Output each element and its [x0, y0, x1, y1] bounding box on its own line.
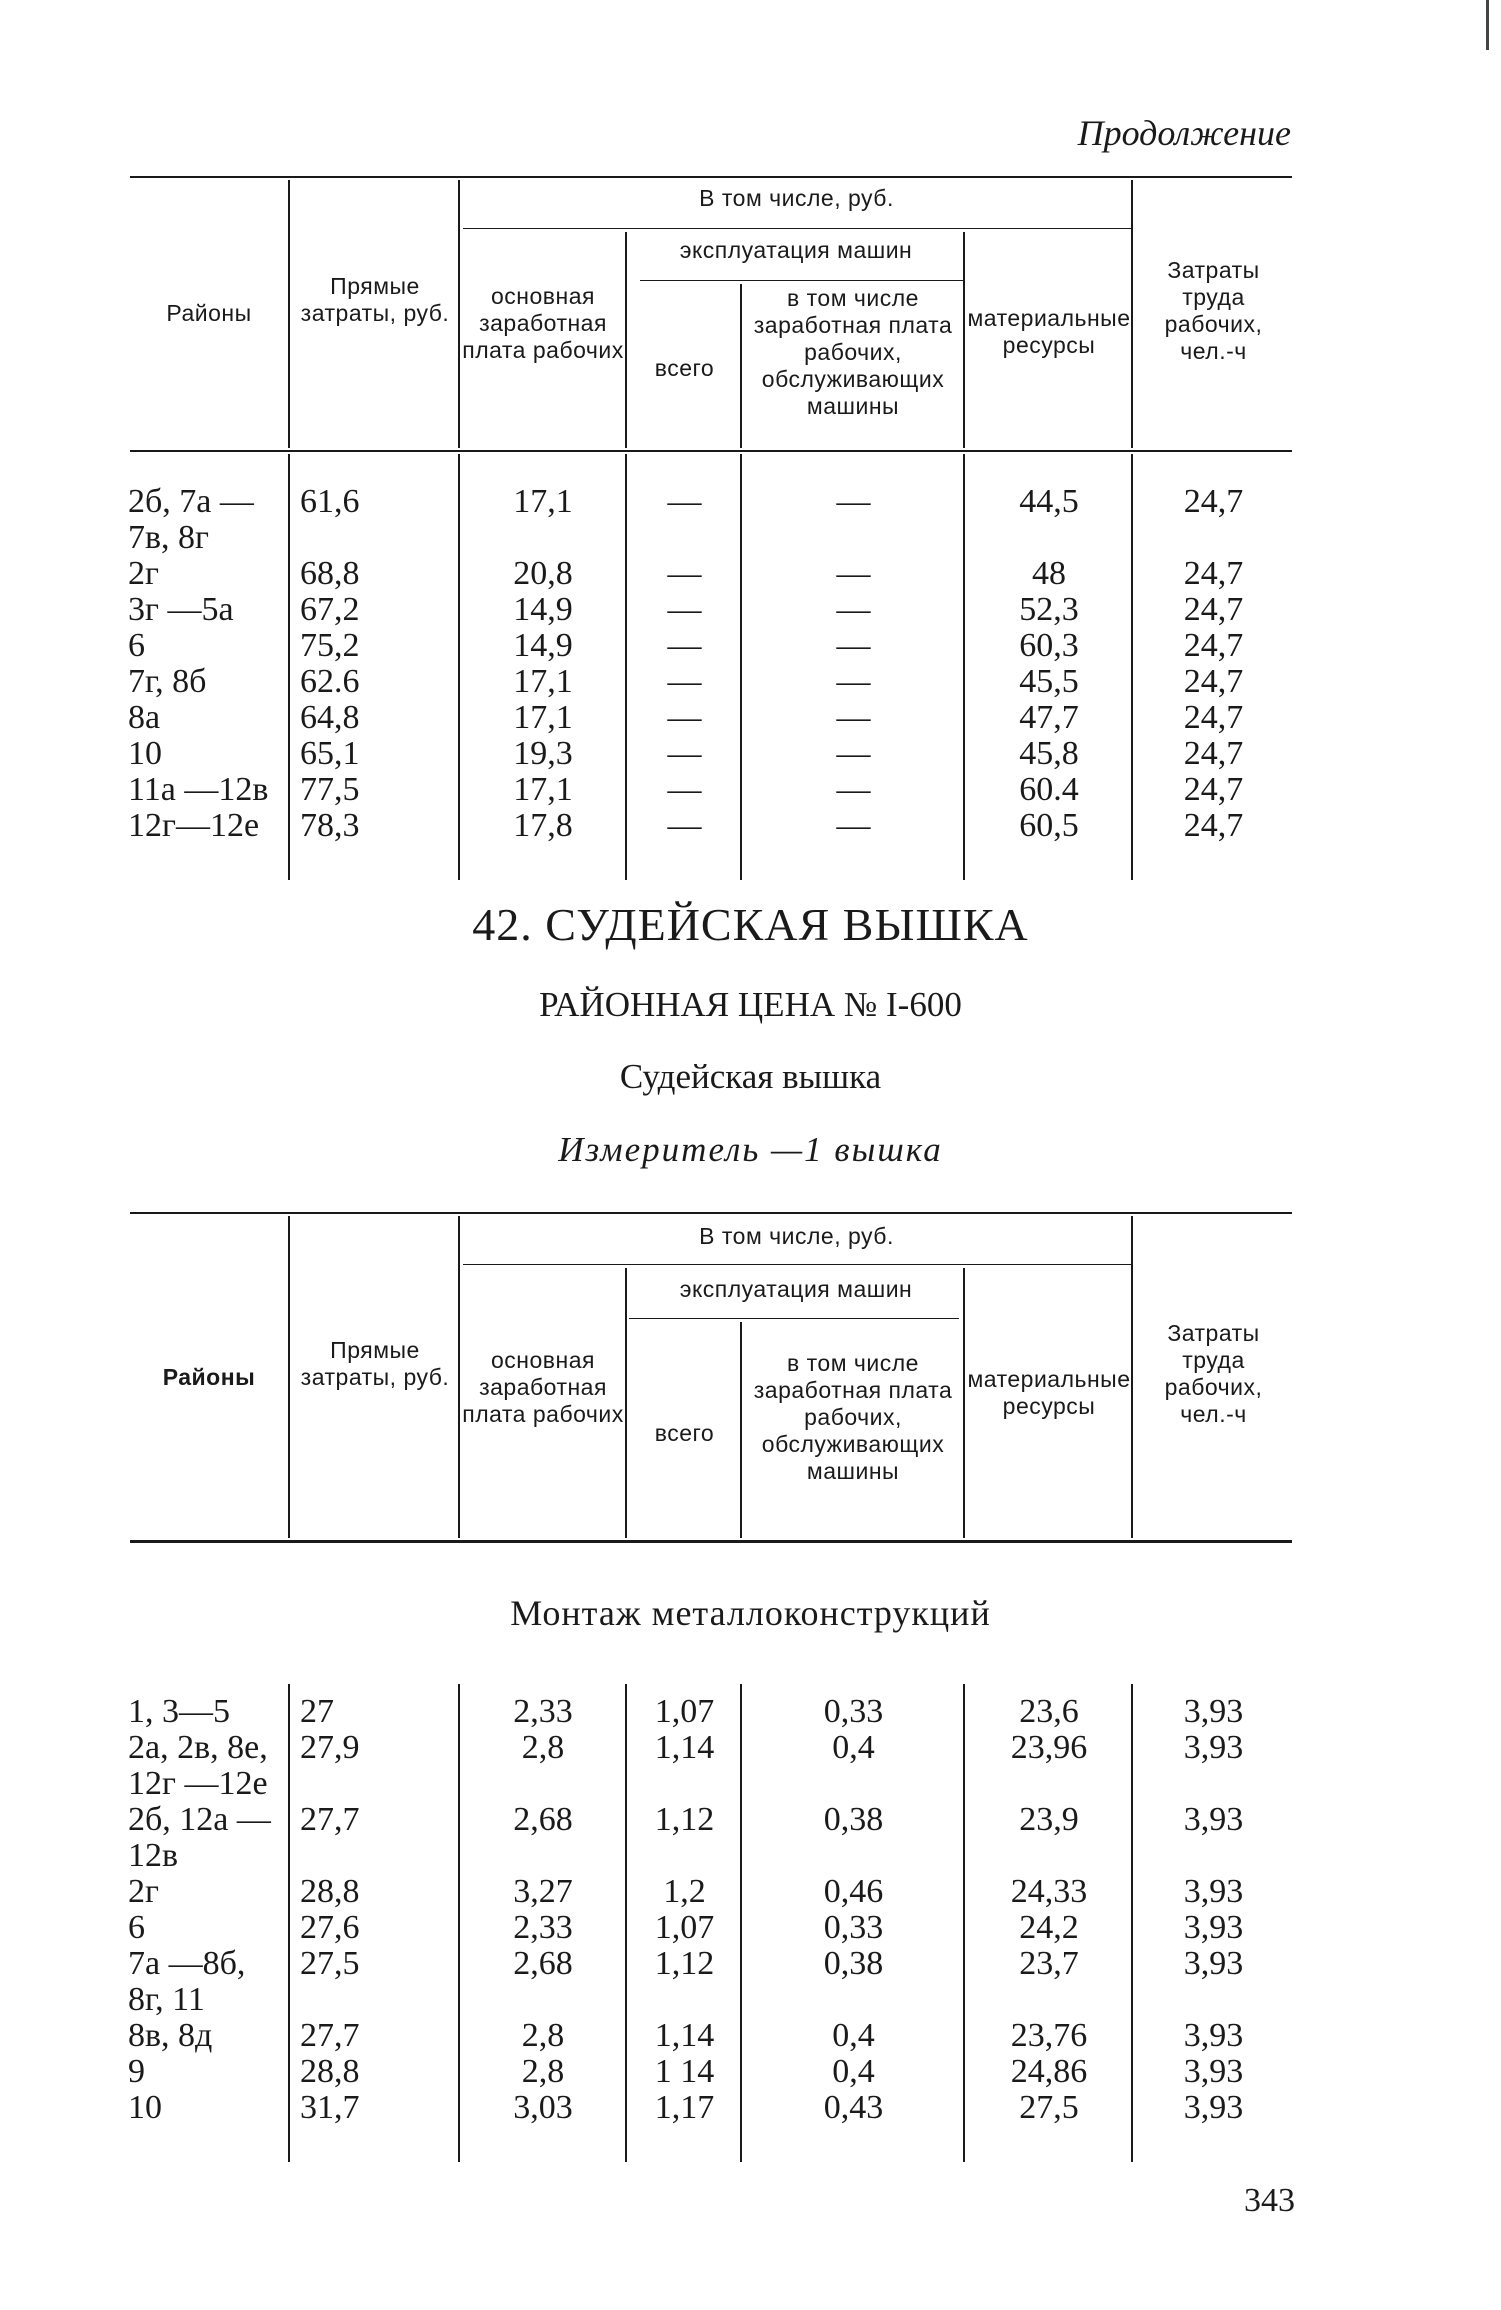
cell-labor: 24,7 — [1183, 591, 1244, 628]
header-machines: эксплуатация машин — [679, 1276, 913, 1302]
cell-labor: 24,7 — [1183, 771, 1244, 808]
header-direct-costs: Прямые затраты, руб. — [300, 273, 450, 326]
cell-direct-costs: 75,2 — [300, 627, 360, 664]
cell-machines-total: 1,2 — [663, 1873, 706, 1910]
cell-machines-total: 1,12 — [654, 1801, 715, 1838]
item-name: Судейская вышка — [619, 1057, 882, 1096]
district-price: РАЙОННАЯ ЦЕНА № I-600 — [539, 985, 962, 1024]
cell-labor: 24,7 — [1183, 807, 1244, 844]
cell-machines-total: — — [667, 483, 702, 520]
cell-district: 2б, 7а — — [128, 483, 254, 520]
cell-direct-costs: 77,5 — [300, 771, 360, 808]
cell-district: 10 — [128, 2089, 162, 2126]
header-materials: материальные ресурсы — [967, 1366, 1131, 1419]
cell-machines-total: 1,14 — [654, 1729, 715, 1766]
cell-machines-total: — — [667, 591, 702, 628]
cell-base-wage: 19,3 — [513, 735, 573, 772]
cell-materials: 23,96 — [1010, 1729, 1088, 1766]
cell-materials: 45,5 — [1019, 663, 1079, 700]
cell-materials: 45,8 — [1019, 735, 1079, 772]
cell-direct-costs: 65,1 — [300, 735, 360, 772]
cell-base-wage: 20,8 — [513, 555, 573, 592]
cell-materials: 60.4 — [1019, 771, 1079, 808]
cell-materials: 27,5 — [1019, 2089, 1079, 2126]
cell-machines-total: 1,07 — [654, 1693, 715, 1730]
cell-labor: 3,93 — [1183, 1909, 1244, 1946]
cell-labor: 3,93 — [1183, 1873, 1244, 1910]
cell-machine-wage: 0,33 — [823, 1909, 884, 1946]
cell-direct-costs: 61,6 — [300, 483, 360, 520]
cell-machine-wage: — — [836, 735, 871, 772]
cell-materials: 60,5 — [1019, 807, 1079, 844]
cell-district: 7в, 8г — [128, 519, 209, 556]
header-machines: эксплуатация машин — [679, 237, 913, 263]
header-base-wage: основная заработная плата рабочих — [462, 283, 624, 363]
cell-direct-costs: 28,8 — [300, 2053, 360, 2090]
cell-base-wage: 2,68 — [513, 1801, 573, 1838]
cell-materials: 23,9 — [1019, 1801, 1079, 1838]
cell-machines-total: — — [667, 663, 702, 700]
unit-of-measure: Измеритель —1 вышка — [558, 1130, 943, 1169]
cell-labor: 24,7 — [1183, 483, 1244, 520]
cell-direct-costs: 78,3 — [300, 807, 360, 844]
column-divider — [963, 1268, 965, 1538]
header-rule — [640, 280, 965, 281]
cell-district: 7г, 8б — [128, 663, 207, 700]
cell-direct-costs: 27 — [300, 1693, 334, 1730]
cell-machines-total: 1,07 — [654, 1909, 715, 1946]
cell-materials: 24,33 — [1010, 1873, 1088, 1910]
cell-machine-wage: 0,43 — [823, 2089, 884, 2126]
header-districts: Районы — [166, 300, 252, 326]
cell-machines-total: — — [667, 627, 702, 664]
column-divider — [963, 1684, 965, 2162]
cell-materials: 44,5 — [1019, 483, 1079, 520]
column-divider — [458, 454, 460, 880]
cell-machines-total: 1,14 — [654, 2017, 715, 2054]
cell-labor: 24,7 — [1183, 627, 1244, 664]
cell-direct-costs: 67,2 — [300, 591, 360, 628]
cell-base-wage: 14,9 — [513, 591, 573, 628]
cell-materials: 24,2 — [1019, 1909, 1079, 1946]
cell-base-wage: 2,8 — [521, 2017, 565, 2054]
cell-labor: 3,93 — [1183, 1693, 1244, 1730]
header-rule — [629, 1318, 959, 1319]
cell-district: 8а — [128, 699, 161, 736]
cell-district: 1, 3—5 — [128, 1693, 230, 1730]
cell-district: 2г — [128, 1873, 159, 1910]
column-divider — [625, 1684, 627, 2162]
cell-machines-total: 1,17 — [654, 2089, 715, 2126]
margin-mark — [1486, 0, 1489, 50]
cell-district: 2б, 12а — — [128, 1801, 271, 1838]
cell-machine-wage: — — [836, 663, 871, 700]
cell-machine-wage: 0,46 — [823, 1873, 884, 1910]
cell-direct-costs: 64,8 — [300, 699, 360, 736]
cell-base-wage: 2,8 — [521, 1729, 565, 1766]
cell-base-wage: 2,68 — [513, 1945, 573, 1982]
column-divider — [963, 454, 965, 880]
cell-labor: 24,7 — [1183, 735, 1244, 772]
cell-machines-total: — — [667, 699, 702, 736]
cell-machines-total: — — [667, 807, 702, 844]
cell-labor: 24,7 — [1183, 699, 1244, 736]
column-divider — [740, 454, 742, 880]
cell-base-wage: 17,1 — [513, 483, 573, 520]
cell-machine-wage: — — [836, 555, 871, 592]
cell-direct-costs: 62.6 — [300, 663, 360, 700]
column-divider — [740, 284, 742, 448]
column-divider — [288, 1216, 290, 1538]
cell-district: 6 — [128, 1909, 145, 1946]
cell-machine-wage: 0,4 — [832, 2053, 875, 2090]
cell-district: 9 — [128, 2053, 145, 2090]
continuation-label: Продолжение — [1077, 113, 1291, 153]
cell-materials: 23,7 — [1019, 1945, 1079, 1982]
cell-machine-wage: 0,33 — [823, 1693, 884, 1730]
column-divider — [625, 1268, 627, 1538]
cell-labor: 3,93 — [1183, 1801, 1244, 1838]
cell-district: 8г, 11 — [128, 1981, 205, 2018]
cell-machine-wage: 0,4 — [832, 1729, 875, 1766]
header-machine-wage: в том числе заработная плата рабочих, обслуживающих машины — [753, 285, 953, 419]
column-divider — [1131, 1216, 1133, 1538]
page-number: 343 — [1244, 2182, 1295, 2219]
cell-base-wage: 17,1 — [513, 699, 573, 736]
column-divider — [625, 232, 627, 448]
cell-base-wage: 2,33 — [513, 1693, 573, 1730]
cell-machines-total: — — [667, 771, 702, 808]
header-total: всего — [654, 355, 715, 381]
cell-district: 8в, 8д — [128, 2017, 213, 2054]
cell-direct-costs: 27,7 — [300, 2017, 360, 2054]
cell-labor: 24,7 — [1183, 555, 1244, 592]
cell-direct-costs: 27,7 — [300, 1801, 360, 1838]
cell-labor: 3,93 — [1183, 1729, 1244, 1766]
cell-machine-wage: — — [836, 699, 871, 736]
cell-machine-wage: 0,38 — [823, 1801, 884, 1838]
cell-materials: 23,6 — [1019, 1693, 1079, 1730]
header-materials: материальные ресурсы — [967, 305, 1131, 358]
column-divider — [288, 1684, 290, 2162]
cell-materials: 23,76 — [1010, 2017, 1088, 2054]
cell-direct-costs: 27,6 — [300, 1909, 360, 1946]
cell-district: 3г —5а — [128, 591, 234, 628]
cell-base-wage: 2,8 — [521, 2053, 565, 2090]
cell-machines-total: — — [667, 555, 702, 592]
header-total: всего — [654, 1420, 715, 1446]
cell-labor: 3,93 — [1183, 2017, 1244, 2054]
header-bottom-rule — [130, 1540, 1292, 1543]
cell-district: 2г — [128, 555, 159, 592]
header-labor: Затраты труда рабочих, чел.-ч — [1164, 1320, 1263, 1427]
section-heading: 42. СУДЕЙСКАЯ ВЫШКА — [472, 899, 1029, 950]
header-bottom-rule — [130, 450, 1292, 452]
table-top-rule — [130, 1212, 1292, 1214]
cell-district: 12в — [128, 1837, 179, 1874]
column-divider — [625, 454, 627, 880]
column-divider — [1131, 454, 1133, 880]
header-base-wage: основная заработная плата рабочих — [462, 1347, 624, 1427]
cell-base-wage: 3,03 — [513, 2089, 573, 2126]
header-rule — [463, 228, 1131, 229]
cell-machine-wage: — — [836, 771, 871, 808]
column-divider — [963, 232, 965, 448]
column-divider — [740, 1684, 742, 2162]
table-2-subtitle: Монтаж металлоконструкций — [510, 1593, 991, 1633]
cell-machine-wage: — — [836, 483, 871, 520]
cell-direct-costs: 28,8 — [300, 1873, 360, 1910]
cell-district: 7а —8б, — [128, 1945, 246, 1982]
cell-district: 6 — [128, 627, 145, 664]
cell-district: 12г—12е — [128, 807, 260, 844]
header-rule — [463, 1264, 1131, 1265]
cell-labor: 24,7 — [1183, 663, 1244, 700]
cell-base-wage: 17,1 — [513, 771, 573, 808]
header-labor: Затраты труда рабочих, чел.-ч — [1164, 257, 1263, 364]
cell-district: 12г —12е — [128, 1765, 268, 1802]
cell-materials: 24,86 — [1010, 2053, 1088, 2090]
header-direct-costs: Прямые затраты, руб. — [300, 1337, 450, 1390]
header-including: В том числе, руб. — [699, 185, 894, 211]
cell-materials: 52,3 — [1019, 591, 1079, 628]
cell-labor: 3,93 — [1183, 2089, 1244, 2126]
cell-direct-costs: 68,8 — [300, 555, 360, 592]
column-divider — [458, 1684, 460, 2162]
column-divider — [740, 1322, 742, 1538]
cell-machine-wage: — — [836, 591, 871, 628]
cell-direct-costs: 31,7 — [300, 2089, 360, 2126]
cell-machine-wage: — — [836, 627, 871, 664]
cell-base-wage: 2,33 — [513, 1909, 573, 1946]
cell-base-wage: 17,1 — [513, 663, 573, 700]
column-divider — [288, 180, 290, 448]
cell-district: 10 — [128, 735, 162, 772]
column-divider — [458, 180, 460, 448]
column-divider — [1131, 1684, 1133, 2162]
cell-machine-wage: 0,4 — [832, 2017, 875, 2054]
cell-district: 11а —12в — [128, 771, 269, 808]
cell-base-wage: 3,27 — [513, 1873, 573, 1910]
cell-machines-total: 1 14 — [654, 2053, 715, 2090]
cell-labor: 3,93 — [1183, 2053, 1244, 2090]
cell-base-wage: 17,8 — [513, 807, 573, 844]
cell-materials: 47,7 — [1019, 699, 1079, 736]
cell-direct-costs: 27,9 — [300, 1729, 360, 1766]
header-districts: Районы — [162, 1364, 256, 1390]
cell-machines-total: — — [667, 735, 702, 772]
column-divider — [458, 1216, 460, 1538]
header-including: В том числе, руб. — [699, 1223, 894, 1249]
header-machine-wage: в том числе заработная плата рабочих, обслуживающих машины — [753, 1350, 953, 1484]
cell-base-wage: 14,9 — [513, 627, 573, 664]
cell-machine-wage: 0,38 — [823, 1945, 884, 1982]
column-divider — [1131, 180, 1133, 448]
cell-machines-total: 1,12 — [654, 1945, 715, 1982]
cell-district: 2а, 2в, 8е, — [128, 1729, 268, 1766]
column-divider — [288, 454, 290, 880]
cell-machine-wage: — — [836, 807, 871, 844]
cell-direct-costs: 27,5 — [300, 1945, 360, 1982]
cell-labor: 3,93 — [1183, 1945, 1244, 1982]
cell-materials: 60,3 — [1019, 627, 1079, 664]
cell-materials: 48 — [1032, 555, 1066, 592]
table-top-rule — [130, 176, 1292, 178]
